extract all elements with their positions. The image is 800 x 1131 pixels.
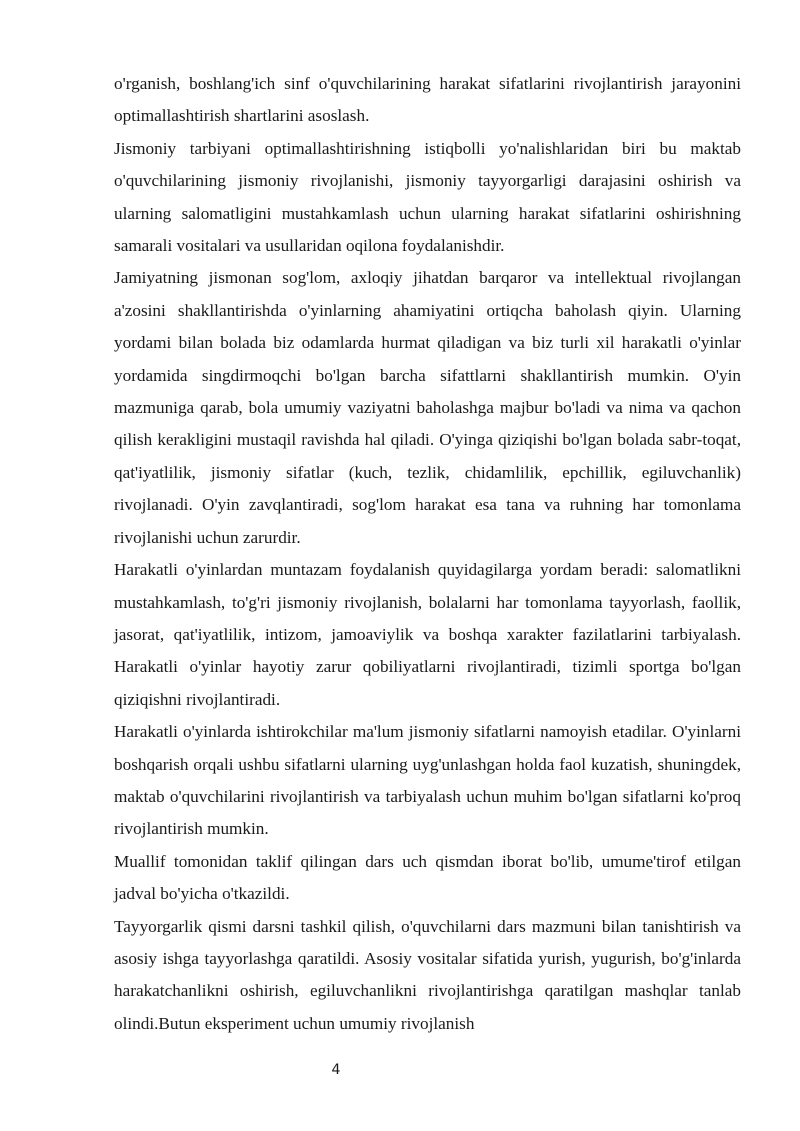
paragraph: Muallif tomonidan taklif qilingan dars uch qismdan iborat bo'lib, umume'tirof etilgan jadval bo'yicha o'tkazildi. [114, 851, 741, 904]
paragraph: Harakatli o'yinlarda ishtirokchilar ma'lum jismoniy sifatlarni namoyish etadilar. O'yinlarni boshqarish orqali ushbu sifatlarni ularning uyg'unlashgan holda faol kuzatish, shuningdek, maktab o'quvchilarini rivojlantirish va tarbiyalash uchun muhim bo'lgan sifatlarni ko'proq rivojlantirish mumkin. [114, 722, 741, 839]
document-body [114, 68, 741, 1040]
paragraph: Jamiyatning jismonan sog'lom, axloqiy jihatdan barqaror va intellektual rivojlangan a'zosini shakllantirishda o'yinlarning ahamiyatini ortiqcha baholash qiyin. Ularning yordami bilan bolada biz odamlarda hurmat qiladigan va biz turli xil harakatli o'yinlar yordamida singdirmoqchi bo'lgan barcha sifattlarni shakllantirish mumkin. O'yin mazmuniga qarab, bola umumiy vaziyatni baholashga majbur bo'ladi va nima va qachon qilish kerakligini mustaqil ravishda hal qiladi. O'yinga qiziqishi bo'lgan bolada sabr-toqat, qat'iyatlilik, jismoniy sifatlar (kuch, tezlik, chidamlilik, epchillik, egiluvchanlik) rivojlanadi. O'yin zavqlantiradi, sog'lom harakat esa tana va ruhning har tomonlama rivojlanishi uchun zarurdir. [114, 268, 741, 547]
paragraph: Harakatli o'yinlardan muntazam foydalanish quyidagilarga yordam beradi: salomatlikni mustahkamlash, to'g'ri jismoniy rivojlanish, bolalarni har tomonlama tayyorlash, faollik, jasorat, qat'iyatlilik, intizom, jamoaviylik va boshqa xarakter fazilatlarini tarbiyalash. Harakatli o'yinlar hayotiy zarur qobiliyatlarni rivojlantiradi, tizimli sportga bo'lgan qiziqishni rivojlantiradi. [114, 560, 741, 709]
paragraph: Tayyorgarlik qismi darsni tashkil qilish, o'quvchilarni dars mazmuni bilan tanishtirish va asosiy ishga tayyorlashga qaratildi. Asosiy vositalar sifatida yurish, yugurish, bo'g'inlarda harakatchanlikni oshirish, egiluvchanlikni rivojlantirishga qaratilgan mashqlar tanlab olindi.Butun eksperiment uchun umumiy rivojlanish [114, 916, 741, 1033]
paragraph: o'rganish, boshlang'ich sinf o'quvchilarining harakat sifatlarini rivojlantirish jarayonini optimallashtirish shartlarini asoslash. [114, 74, 741, 126]
paragraph: Jismoniy tarbiyani optimallashtirishning istiqbolli yo'nalishlaridan biri bu maktab o'quvchilarining jismoniy rivojlanishi, jismoniy tayyorgarligi darajasini oshirish va ularning salomatligini mustahkamlash uchun ularning harakat sifatlarini oshirishning samarali vositalari va usullaridan oqilona foydalanishdir. [114, 138, 741, 256]
page-number: 4 [331, 1062, 341, 1078]
